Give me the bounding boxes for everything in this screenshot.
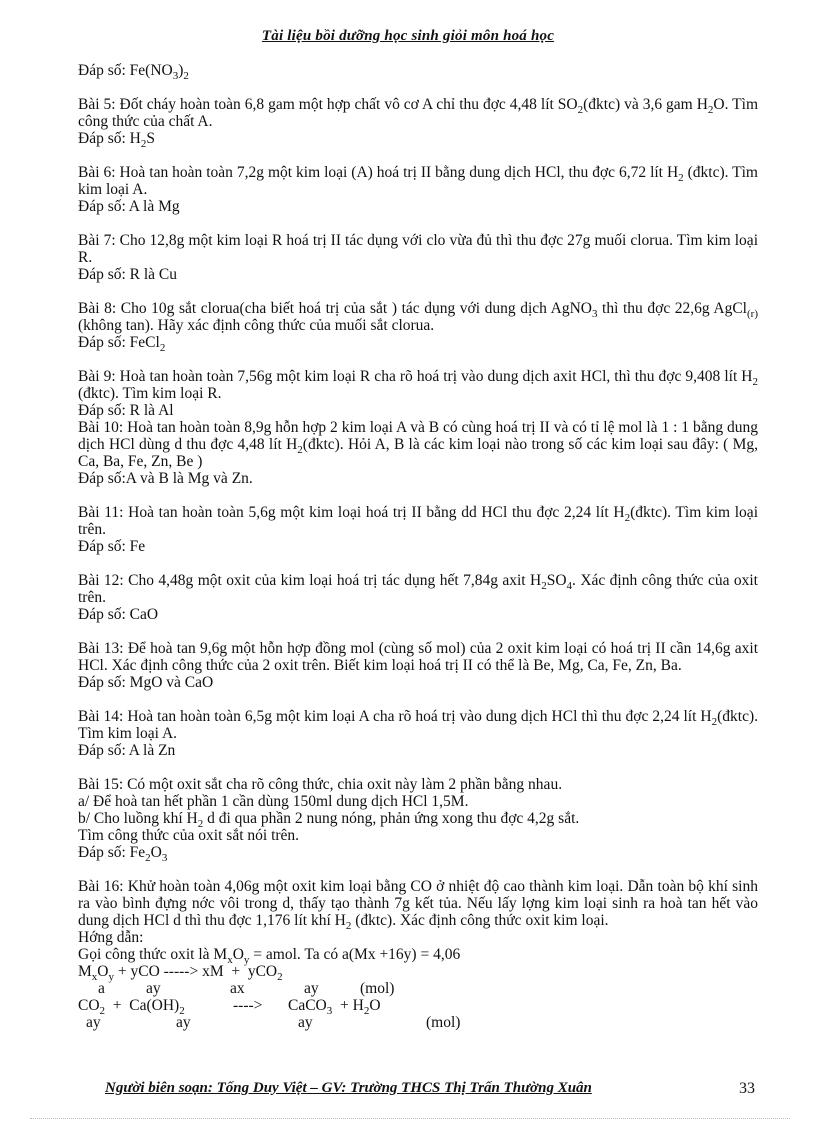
equation-row <box>78 1014 758 1031</box>
equation-term: $M_xO_y$ + yCO -----> xM + yCO$_2$ <box>78 963 283 984</box>
equation-term: ay <box>176 1014 191 1031</box>
text-line: Đáp số: MgO và CaO <box>78 674 214 691</box>
paragraph-gap <box>78 691 758 708</box>
paragraph-gap <box>78 861 758 878</box>
text-line: Đáp số:A và B là Mg và Zn. <box>78 470 253 487</box>
text-line: Đáp số: R là Al <box>78 402 174 419</box>
equation-term: (mol) <box>426 1014 461 1031</box>
paragraph-gap <box>78 759 758 776</box>
text-line: Đáp số: CaO <box>78 606 159 623</box>
text-line: Đáp số: Fe <box>78 538 146 555</box>
paragraph-gap <box>78 79 758 96</box>
text-line: Đáp số: $Fe_2O_3$ <box>78 844 168 865</box>
paragraph-gap <box>78 623 758 640</box>
equation-term: (mol) <box>360 980 395 997</box>
equation-term: ay <box>86 1014 101 1031</box>
paragraph-gap <box>78 351 758 368</box>
text-line: Đáp số: $Fe(NO_3)_2$ <box>78 62 189 83</box>
equation-term: ----> <box>233 997 263 1014</box>
text-line: Bài 14: Hoà tan hoàn toàn 6,5g một kim loại A cha rõ hoá trị vào dung dịch HCl thì thu đợc 2,24 lít $H_2(đktc)$. Tìm kim loại A. <box>78 708 758 742</box>
text-line: b/ Cho luồng khí $H_2$ d đi qua phần 2 nung nóng, phản ứng xong thu đợc 4,2g sắt. <box>78 810 580 831</box>
text-line: Đáp số: R là Cu <box>78 266 178 283</box>
text-line: Bài 6: Hoà tan hoàn toàn 7,2g một kim loại (A) hoá trị II bằng dung dịch HCl, thu đợc 6,72 lít $H_2$ (đktc). Tìm kim loại A. <box>78 164 758 198</box>
text-line: Đáp số: A là Mg <box>78 198 180 215</box>
equation-row <box>78 963 758 984</box>
text-line: Đáp số: FeCl$_2$ <box>78 334 166 355</box>
paragraph-gap <box>78 215 758 232</box>
equation-term: ay <box>146 980 161 997</box>
text-line: Bài 16: Khử hoàn toàn 4,06g một oxit kim loại bằng CO ở nhiệt độ cao thành kim loại. Dẫn toàn bộ khí sinh ra vào bình đựng nớc vôi trong d, thấy tạo thành 7g kết tủa. Nếu lấy lợng kim loại sinh ra hoà tan hết vào dung dịch HCl d thì thu đợc 1,176 lít khí $H_2$ (đktc). Xác định công thức oxit kim loại. <box>78 878 758 933</box>
page-number: 33 <box>739 1080 755 1097</box>
paragraph-gap <box>78 283 758 300</box>
text-line: Bài 9: Hoà tan hoàn toàn 7,56g một kim loại R cha rõ hoá trị vào dung dịch axit HCl, thì thu đợc 9,408 lít $H_2$ (đktc). Tìm kim loại R. <box>78 368 758 402</box>
footer-dotted-rule <box>30 1118 790 1119</box>
page-header: Tài liệu bồi dưỡng học sinh giỏi môn hoá học <box>261 28 555 44</box>
text-line: Đáp số: A là Zn <box>78 742 176 759</box>
footer-author: Người biên soạn: Tống Duy Việt – GV: Trường THCS Thị Trấn Thường Xuân <box>105 1080 592 1096</box>
text-line: Hớng dẫn: <box>78 929 144 946</box>
page-footer <box>105 1080 755 1097</box>
equation-term: $CO_2 + Ca(OH)_2$ <box>78 997 185 1018</box>
equation-term: ax <box>230 980 245 997</box>
text-line: Bài 5: Đốt cháy hoàn toàn 6,8 gam một hợp chất vô cơ A chỉ thu đợc 4,48 lít $SO_2(đktc)$ và 3,6 gam $H_2O$. Tìm công thức của chất A. <box>78 96 759 130</box>
equation-term: ay <box>298 1014 313 1031</box>
paragraph-gap <box>78 555 758 572</box>
text-line: Bài 8: Cho 10g sắt clorua(cha biết hoá trị của sắt ) tác dụng với dung dịch AgNO$_3$ thì thu đợc 22,6g AgCl$_{(r)}$ (không tan). Hãy xác định công thức của muối sắt clorua. <box>78 300 758 334</box>
text-line: Bài 10: Hoà tan hoàn toàn 8,9g hỗn hợp 2 kim loại A và B có cùng hoá trị II và có tỉ lệ mol là 1 : 1 bằng dung dịch HCl dùng d thu đợc 4,48 lít $H_2(đktc)$. Hỏi A, B là các kim loại nào trong số các kim loại sau đây: ( Mg, Ca, Ba, Fe, Zn, Be ) <box>78 419 759 470</box>
text-line: Bài 11: Hoà tan hoàn toàn 5,6g một kim loại hoá trị II bằng dd HCl thu đợc 2,24 lít $H_2(đktc)$. Tìm kim loại trên. <box>78 504 758 538</box>
text-line: Bài 15: Có một oxit sắt cha rõ công thức, chia oxit này làm 2 phần bằng nhau. <box>78 776 563 793</box>
text-line: Tìm công thức của oxit sắt nói trên. <box>78 827 300 844</box>
text-line: a/ Để hoà tan hết phần 1 cần dùng 150ml dung dịch HCl 1,5M. <box>78 793 469 810</box>
text-line: Bài 13: Để hoà tan 9,6g một hỗn hợp đồng mol (cùng số mol) của 2 oxit kim loại có hoá trị II cần 14,6g axit HCl. Xác định công thức của 2 oxit trên. Biết kim loại hoá trị II có thể là Be, Mg, Ca, Fe, Zn, Ba. <box>78 640 758 674</box>
document-body <box>78 62 758 1031</box>
text-line: Bài 7: Cho 12,8g một kim loại R hoá trị II tác dụng với clo vừa đủ thì thu đợc 27g muối clorua. Tìm kim loại R. <box>78 232 758 266</box>
equation-term: CaCO$_3$ + $H_2O$ <box>288 997 381 1018</box>
text-line: Đáp số: $H_2S$ <box>78 130 155 151</box>
equation-term: ay <box>304 980 319 997</box>
equation-row <box>78 997 758 1018</box>
text-line: Gọi công thức oxit là $M_xO_y$ = amol. Ta có a(Mx +16y) = 4,06 <box>78 946 461 967</box>
text-line: Bài 12: Cho 4,48g một oxit của kim loại hoá trị tác dụng hết 7,84g axit $H_2SO_4$. Xác định công thức của oxit trên. <box>78 572 758 606</box>
equation-term: a <box>98 980 105 997</box>
paragraph-gap <box>78 487 758 504</box>
equation-row <box>78 980 758 997</box>
paragraph-gap <box>78 147 758 164</box>
